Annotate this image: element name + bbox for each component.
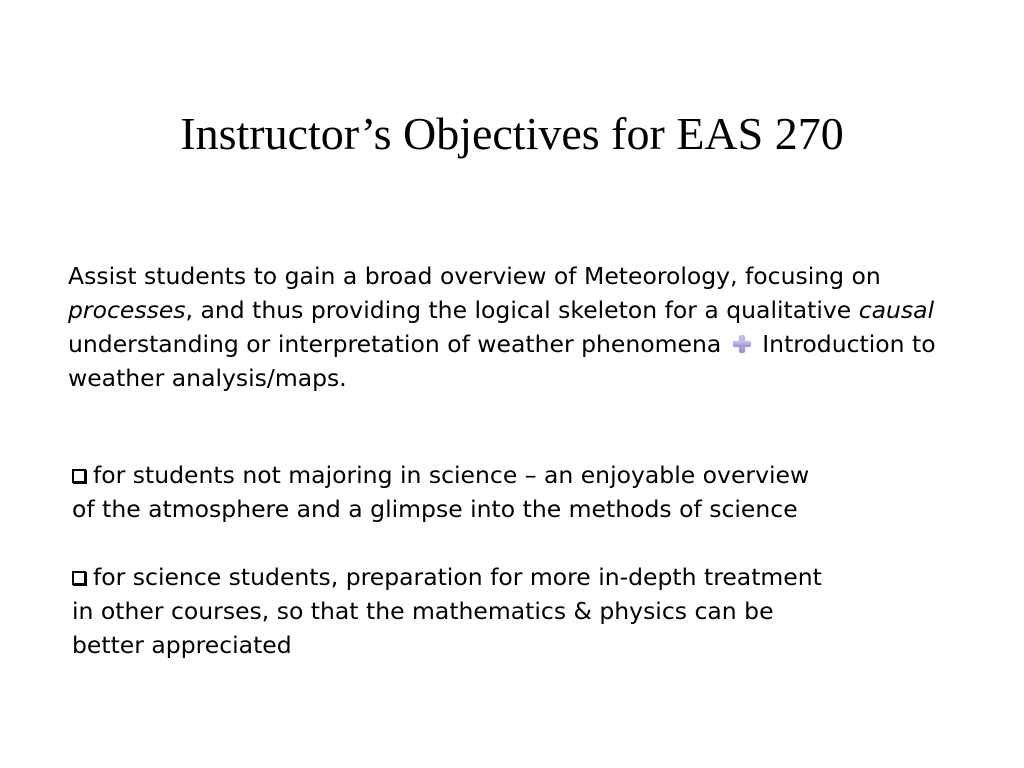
bullet-2-line-2: in other courses, so that the mathematics & physics can be (72, 597, 774, 625)
bullet-1-line-1: for students not majoring in science – an enjoyable overview (72, 458, 952, 492)
bullet-2-line-1: for science students, preparation for more in-depth treatment (72, 560, 952, 594)
checkbox-icon (72, 571, 86, 585)
intro-line-3-text: understanding or interpretation of weather phenomena (68, 330, 722, 358)
emphasis-causal: causal (858, 296, 935, 324)
emphasis-processes: processes (68, 296, 186, 324)
bullet-2-line-3: better appreciated (72, 631, 292, 659)
slide-title: Instructor’s Objectives for EAS 270 (180, 108, 844, 159)
bullet-science-students (72, 560, 952, 662)
intro-line-4: weather analysis/maps. (68, 364, 347, 392)
intro-line-3-tail: Introduction to (762, 330, 936, 358)
intro-line-3 (68, 327, 1008, 361)
plus-icon (733, 335, 751, 353)
bullet-non-science-students (72, 458, 952, 526)
intro-line-2 (68, 293, 1008, 327)
intro-paragraph (68, 259, 1008, 395)
intro-line-2-text: , and thus providing the logical skeleton for a qualitative (185, 296, 859, 324)
bullet-1-line-2: of the atmosphere and a glimpse into the methods of science (72, 495, 798, 523)
checkbox-icon (72, 469, 86, 483)
intro-line-1: Assist students to gain a broad overview of Meteorology, focusing on (68, 262, 881, 290)
